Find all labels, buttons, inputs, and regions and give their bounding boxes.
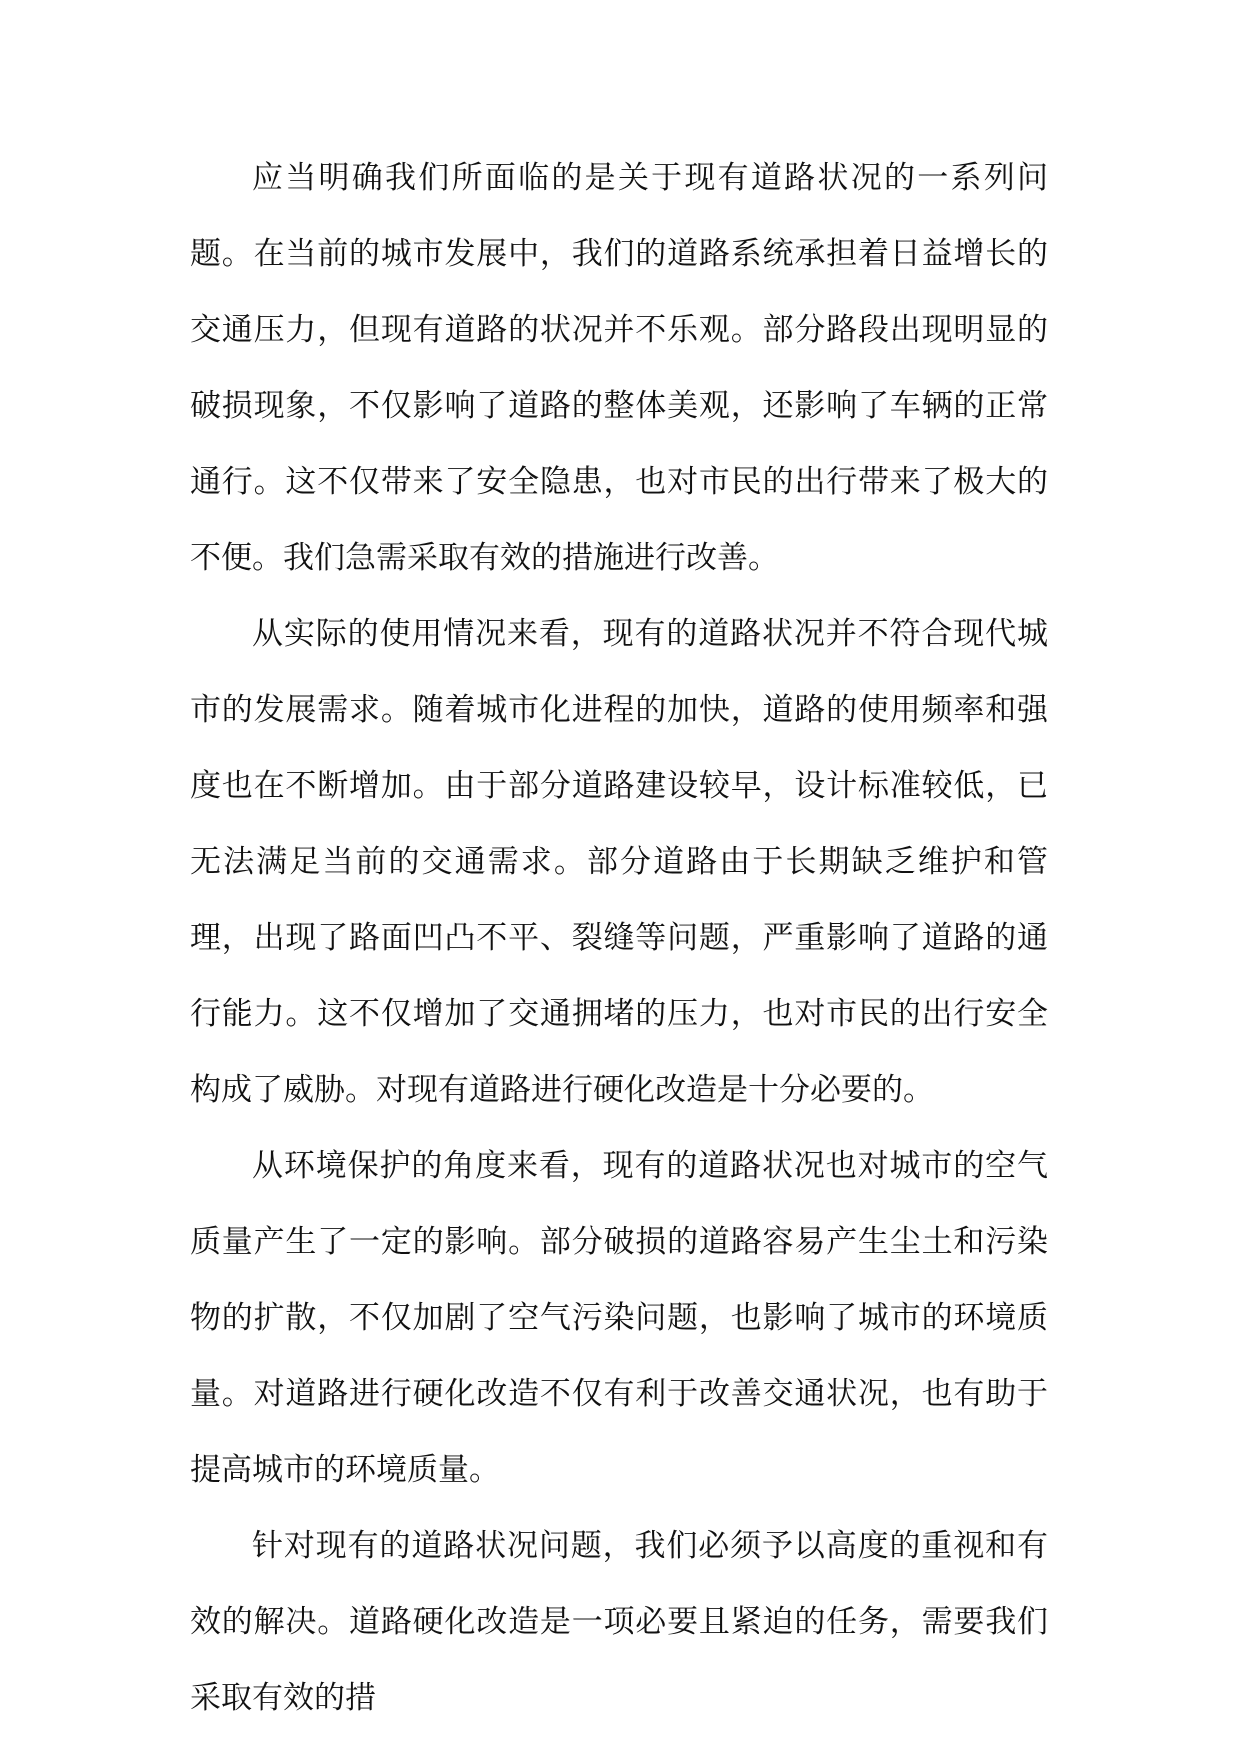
paragraph-3: 从环境保护的角度来看，现有的道路状况也对城市的空气质量产生了一定的影响。部分破损的道路容易产生尘土和污染物的扩散，不仅加剧了空气污染问题，也影响了城市的环境质量。对道路进行硬化改造不仅有利于改善交通状况，也有助于提高城市的环境质量。 bbox=[190, 1148, 1048, 1488]
document-body bbox=[190, 140, 1048, 1736]
paragraph-2: 从实际的使用情况来看，现有的道路状况并不符合现代城市的发展需求。随着城市化进程的加快，道路的使用频率和强度也在不断增加。由于部分道路建设较早，设计标准较低，已无法满足当前的交通需求。部分道路由于长期缺乏维护和管理，出现了路面凹凸不平、裂缝等问题，严重影响了道路的通行能力。这不仅增加了交通拥堵的压力，也对市民的出行安全构成了威胁。对现有道路进行硬化改造是十分必要的。 bbox=[190, 616, 1048, 1108]
paragraph-4: 针对现有的道路状况问题，我们必须予以高度的重视和有效的解决。道路硬化改造是一项必要且紧迫的任务，需要我们采取有效的措 bbox=[190, 1528, 1048, 1716]
paragraph-1: 应当明确我们所面临的是关于现有道路状况的一系列问题。在当前的城市发展中，我们的道路系统承担着日益增长的交通压力，但现有道路的状况并不乐观。部分路段出现明显的破损现象，不仅影响了道路的整体美观，还影响了车辆的正常通行。这不仅带来了安全隐患，也对市民的出行带来了极大的不便。我们急需采取有效的措施进行改善。 bbox=[190, 160, 1048, 576]
